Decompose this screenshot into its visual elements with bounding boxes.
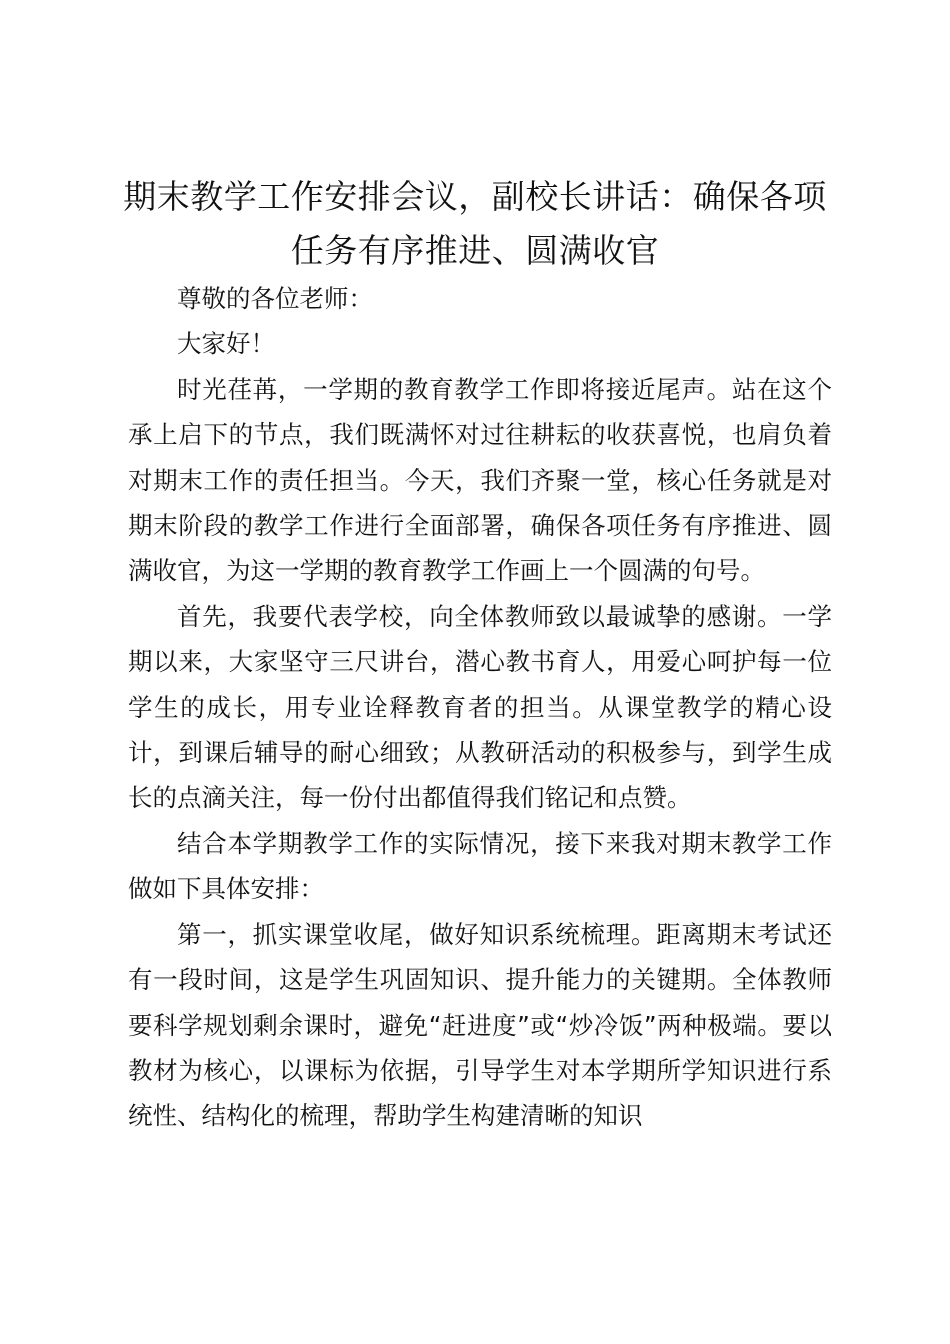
greeting-paragraph: 大家好！ <box>177 329 275 359</box>
body-paragraph: 时光荏苒，一学期的教育教学工作即将接近尾声。站在这个承上启下的节点，我们既满怀对过往耕耘的收获喜悦，也肩负着对期末工作的责任担当。今天，我们齐聚一堂，核心任务就是对期末阶段的教学工作进行全面部署，确保各项任务有序推进、圆满收官，为这一学期的教育教学工作画上一个圆满的句号。 <box>128 374 832 586</box>
body-paragraph: 首先，我要代表学校，向全体教师致以最诚挚的感谢。一学期以来，大家坚守三尺讲台，潜心教书育人，用爱心呵护每一位学生的成长，用专业诠释教育者的担当。从课堂教学的精心设计，到课后辅导的耐心细致；从教研活动的积极参与，到学生成长的点滴关注，每一份付出都值得我们铭记和点赞。 <box>128 601 832 813</box>
document-body <box>128 276 832 1139</box>
salutation-paragraph: 尊敬的各位老师： <box>177 284 373 313</box>
document-title: 期末教学工作安排会议，副校长讲话：确保各项任务有序推进、圆满收官 <box>123 177 827 270</box>
body-paragraph: 第一，抓实课堂收尾，做好知识系统梳理。距离期末考试还有一段时间，这是学生巩固知识、提升能力的关键期。全体教师要科学规划剩余课时，避免“赶进度”或“炒冷饭”两种极端。要以教材为核心，以课标为依据，引导学生对本学期所学知识进行系统性、结构化的梳理，帮助学生构建清晰的知识 <box>128 919 832 1131</box>
body-paragraph: 结合本学期教学工作的实际情况，接下来我对期末教学工作做如下具体安排： <box>128 828 832 904</box>
